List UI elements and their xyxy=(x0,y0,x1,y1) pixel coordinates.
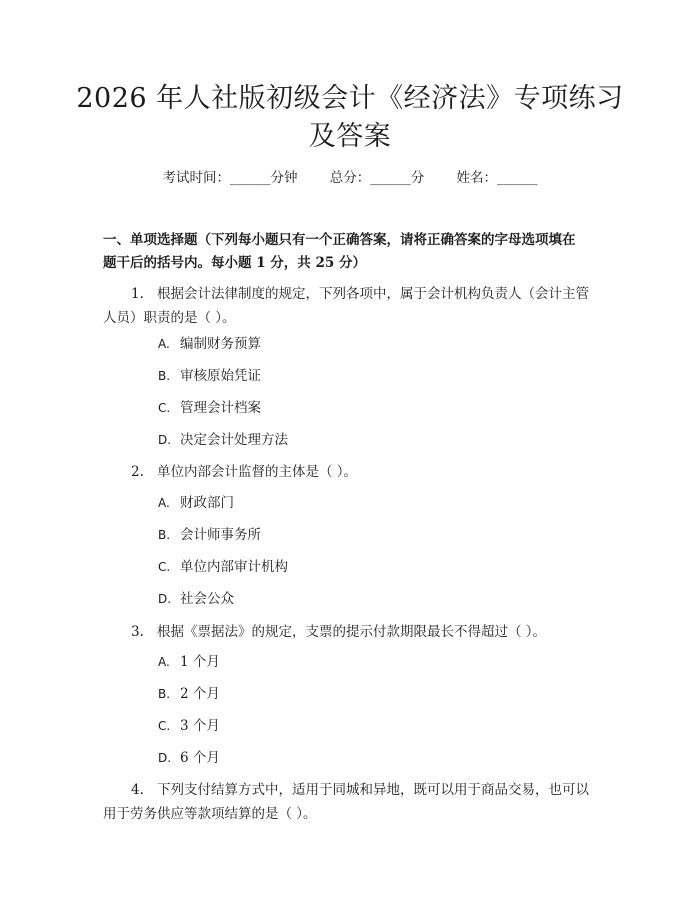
question-2-option-b xyxy=(158,525,261,545)
option-letter: A. xyxy=(158,496,170,510)
question-1-option-d xyxy=(158,430,288,450)
exam-name: 姓名：______ xyxy=(456,170,538,186)
exam-time: 考试时间：______分钟 xyxy=(162,170,298,186)
option-letter: C. xyxy=(158,401,171,415)
option-text: 1 个月 xyxy=(180,654,220,670)
question-number: 1. xyxy=(131,286,144,302)
question-stem: 根据《票据法》的规定，支票的提示付款期限最长不得超过（ ）。 xyxy=(157,624,547,640)
question-3-option-a xyxy=(158,652,220,672)
option-text: 会计师事务所 xyxy=(180,527,261,543)
option-letter: C. xyxy=(158,719,171,733)
option-letter: B. xyxy=(158,528,171,542)
question-2-option-d xyxy=(158,589,234,609)
option-text: 3 个月 xyxy=(180,718,220,734)
section-heading-line-1: 一、单项选择题（下列每小题只有一个正确答案，请将正确答案的字母选项填在 xyxy=(103,232,576,248)
question-stem: 下列支付结算方式中，适用于同城和异地，既可以用于商品交易，也可以 xyxy=(157,782,589,798)
option-letter: B. xyxy=(158,687,171,701)
option-text: 6 个月 xyxy=(180,750,220,766)
question-4-stem-line-2: 用于劳务供应等款项结算的是（ ）。 xyxy=(103,806,317,822)
option-text: 编制财务预算 xyxy=(180,336,261,352)
option-text: 社会公众 xyxy=(180,591,234,607)
option-text: 单位内部审计机构 xyxy=(180,559,288,575)
option-letter: D. xyxy=(158,751,172,765)
option-letter: C. xyxy=(158,560,171,574)
question-number: 4. xyxy=(131,782,144,798)
option-text: 管理会计档案 xyxy=(180,400,261,416)
question-stem: 根据会计法律制度的规定，下列各项中，属于会计机构负责人（会计主管 xyxy=(157,286,589,302)
option-text: 2 个月 xyxy=(180,686,220,702)
document-title-line-2: 及答案 xyxy=(308,121,392,152)
question-number: 2. xyxy=(131,464,144,480)
document-title-line-1: 2026 年人社版初级会计《经济法》专项练习 xyxy=(76,83,624,114)
exam-meta xyxy=(0,168,700,188)
option-letter: B. xyxy=(158,369,171,383)
question-2-option-c xyxy=(158,557,288,577)
question-1-option-c xyxy=(158,398,261,418)
question-3-option-c xyxy=(158,716,220,736)
question-3-option-d xyxy=(158,748,220,768)
question-1-stem-line-1 xyxy=(103,282,603,306)
question-4-stem-line-1 xyxy=(103,778,603,802)
option-letter: A. xyxy=(158,337,170,351)
question-3-stem xyxy=(103,620,603,644)
option-letter: D. xyxy=(158,433,172,447)
question-number: 3. xyxy=(131,624,144,640)
section-heading-line-2: 题干后的括号内。每小题 1 分，共 25 分） xyxy=(103,255,366,271)
question-1-option-a xyxy=(158,334,261,354)
option-text: 审核原始凭证 xyxy=(180,368,261,384)
option-text: 决定会计处理方法 xyxy=(180,432,288,448)
option-letter: A. xyxy=(158,655,170,669)
option-letter: D. xyxy=(158,592,172,606)
option-text: 财政部门 xyxy=(180,495,234,511)
question-1-option-b xyxy=(158,366,261,386)
question-stem: 单位内部会计监督的主体是（ ）。 xyxy=(157,464,358,480)
question-2-stem xyxy=(103,460,603,484)
question-2-option-a xyxy=(158,493,234,513)
question-1-stem-line-2: 人员）职责的是（ ）。 xyxy=(103,310,236,326)
exam-score: 总分：______分 xyxy=(329,170,425,186)
question-3-option-b xyxy=(158,684,220,704)
